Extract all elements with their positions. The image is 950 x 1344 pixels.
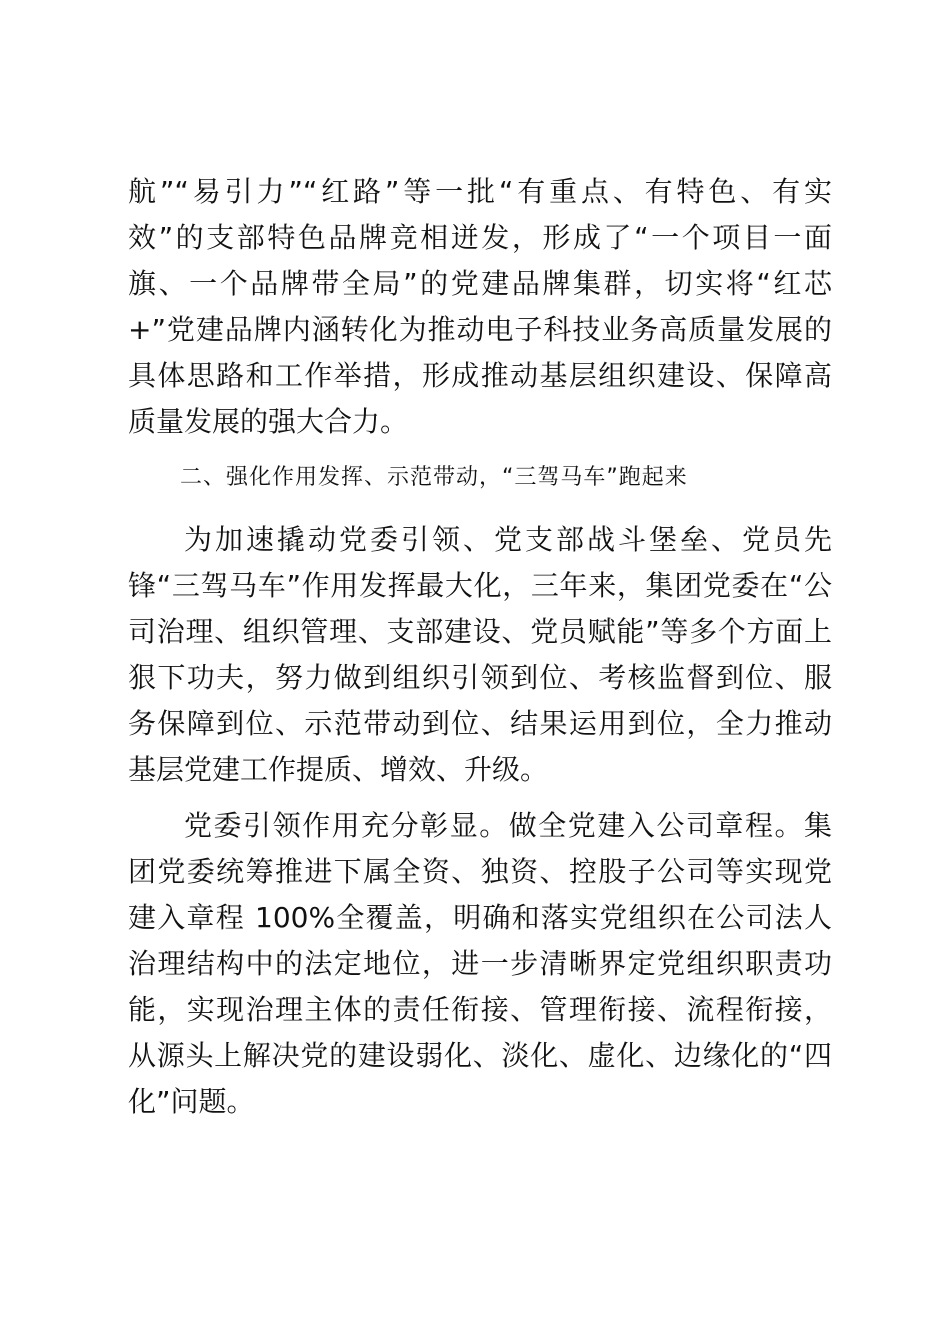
paragraph-2-line-3: 司治理、组织管理、支部建设、党员赋能”等多个方面上 xyxy=(128,615,832,648)
paragraph-1-line-5: 具体思路和工作举措，形成推动基层组织建设、保障高 xyxy=(128,359,832,392)
paragraph-2-line-5: 务保障到位、示范带动到位、结果运用到位，全力推动 xyxy=(128,707,832,740)
paragraph-1-line-1: 航”“易引力”“红路”等一批“有重点、有特色、有实 xyxy=(128,175,832,208)
paragraph-2-line-2: 锋“三驾马车”作用发挥最大化，三年来，集团党委在“公 xyxy=(128,569,832,602)
paragraph-3-line-3: 建入章程 100%全覆盖，明确和落实党组织在公司法人 xyxy=(128,901,832,934)
paragraph-3-line-1: 党委引领作用充分彰显。做全党建入公司章程。集 xyxy=(184,809,832,842)
paragraph-3-line-5: 能，实现治理主体的责任衔接、管理衔接、流程衔接， xyxy=(128,993,832,1026)
paragraph-2-line-4: 狠下功夫，努力做到组织引领到位、考核监督到位、服 xyxy=(128,661,832,694)
paragraph-1-line-3: 旗、一个品牌带全局”的党建品牌集群，切实将“红芯 xyxy=(128,267,832,300)
paragraph-3-line-4: 治理结构中的法定地位，进一步清晰界定党组织职责功 xyxy=(128,947,832,980)
paragraph-1-line-2: 效”的支部特色品牌竞相迸发，形成了“一个项目一面 xyxy=(128,221,832,254)
paragraph-1-line-6: 质量发展的强大合力。 xyxy=(128,405,409,438)
paragraph-1-line-4: +”党建品牌内涵转化为推动电子科技业务高质量发展的 xyxy=(128,313,832,346)
paragraph-3-line-2: 团党委统筹推进下属全资、独资、控股子公司等实现党 xyxy=(128,855,832,888)
paragraph-2-line-1: 为加速撬动党委引领、党支部战斗堡垒、党员先 xyxy=(184,523,832,556)
paragraph-3-line-7: 化”问题。 xyxy=(128,1085,255,1118)
paragraph-2-line-6: 基层党建工作提质、增效、升级。 xyxy=(128,753,549,786)
paragraph-3-line-6: 从源头上解决党的建设弱化、淡化、虚化、边缘化的“四 xyxy=(128,1039,832,1072)
section-heading: 二、强化作用发挥、示范带动，“三驾马车”跑起来 xyxy=(180,465,688,490)
